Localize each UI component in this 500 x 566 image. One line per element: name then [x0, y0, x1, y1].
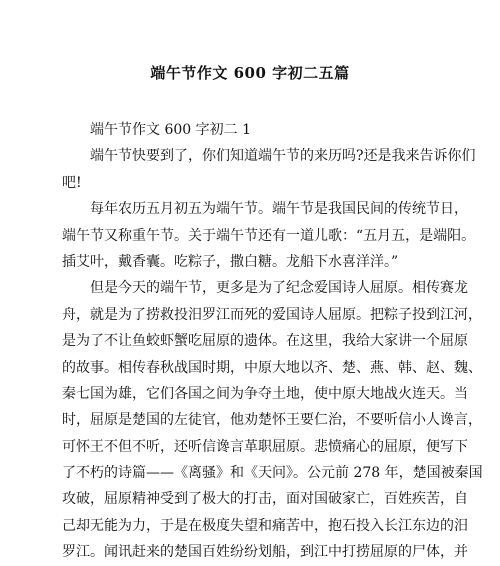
paragraph-line: 秦七国为雄，它们各国之间为争夺土地，使中原大地战火连天。当: [62, 385, 468, 402]
paragraph-line: 己却无能为力，于是在极度失望和痛苦中，抱石投入长江东边的汨: [62, 517, 468, 534]
paragraph-line: 攻破，屈原精神受到了极大的打击，面对国破家亡，百姓疾苦，自: [62, 491, 468, 508]
paragraph-line: 时，屈原是楚国的左徒官，他劝楚怀王要仁治，不要听信小人谗言，: [62, 412, 482, 429]
section-heading: 端午节作文 600 字初二 1: [90, 122, 251, 138]
paragraph-line: 插艾叶，戴香囊。吃粽子，撒白糖。龙船下水喜洋洋。”: [62, 253, 399, 270]
paragraph-line: 是为了不让鱼蛟虾蟹吃屈原的遗体。在这里，我给大家讲一个屈原: [62, 333, 468, 350]
paragraph-line: 舟，就是为了捞救投汨罗江而死的爱国诗人屈原。把粽子投到江河，: [62, 306, 482, 323]
paragraph-line: 的故事。相传春秋战国时期，中原大地以齐、楚、燕、韩、赵、魏、: [62, 359, 482, 376]
paragraph-line: 端午节又称重午节。关于端午节还有一道儿歌：“五月五，是端阳。: [62, 227, 476, 244]
paragraph-line: 端午节快要到了，你们知道端午节的来历吗?还是我来告诉你们: [90, 148, 476, 165]
document-title: 端午节作文 600 字初二五篇: [150, 64, 350, 82]
paragraph-line: 但是今天的端午节，更多是为了纪念爱国诗人屈原。相传赛龙: [90, 280, 468, 297]
paragraph-line: 了不朽的诗篇——《离骚》和《天问》。公元前 278 年，楚国被秦国: [62, 465, 483, 482]
document-body: [62, 117, 483, 566]
paragraph-line: 可怀王不但不听，还听信谗言革职屈原。悲愤痛心的屈原，便写下: [62, 438, 468, 455]
paragraph-line: 吧!: [62, 174, 82, 191]
paragraph-line: 每年农历五月初五为端午节。端午节是我国民间的传统节日，: [90, 201, 468, 218]
paragraph-line: 罗江。闻讯赶来的楚国百姓纷纷划船，到江中打捞屈原的尸体，并: [62, 544, 468, 561]
